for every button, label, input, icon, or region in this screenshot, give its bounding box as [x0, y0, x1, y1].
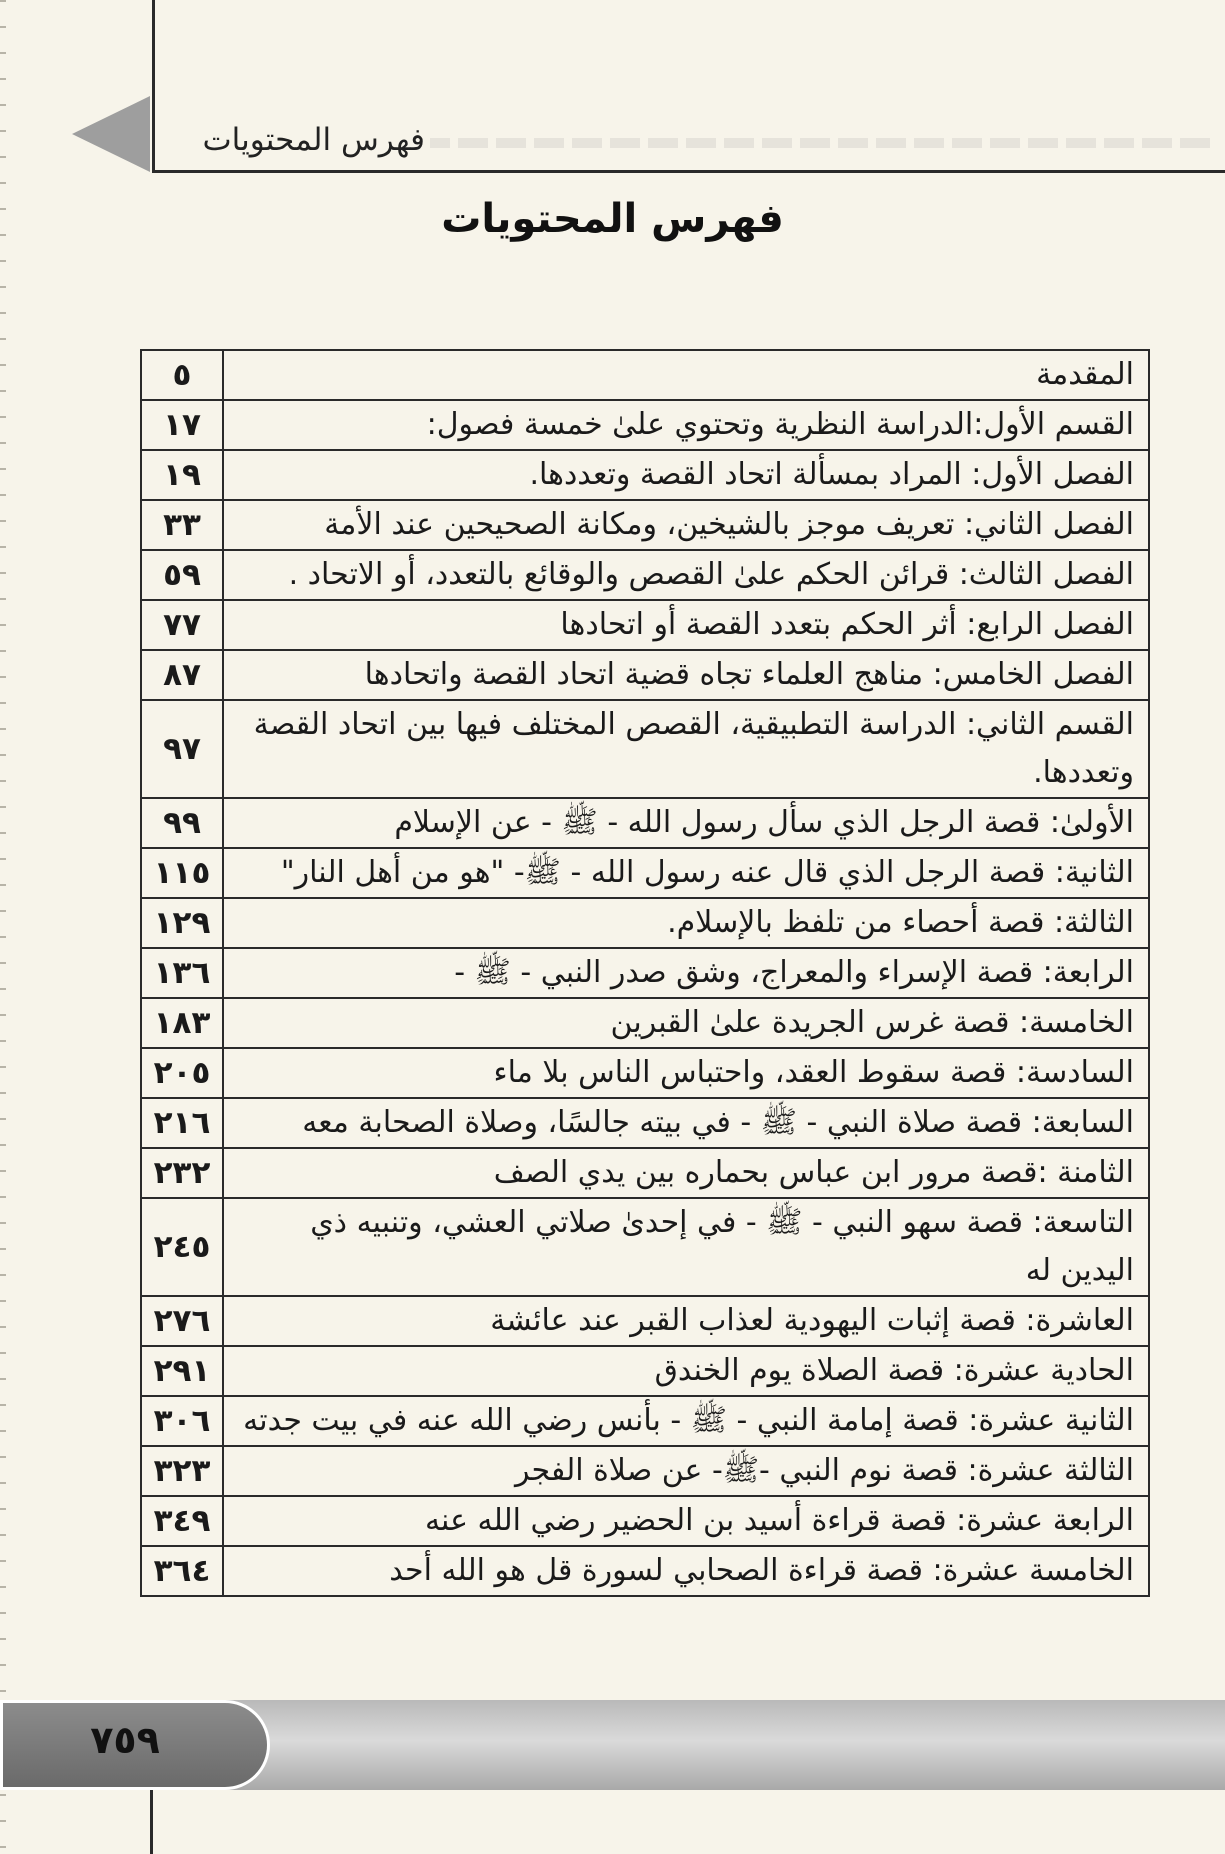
toc-entry-title: الحادية عشرة: قصة الصلاة يوم الخندق [223, 1346, 1149, 1396]
toc-row [141, 948, 1149, 998]
toc-entry-page: ٣٠٦ [141, 1396, 223, 1446]
toc-entry-title: الفصل الثاني: تعريف موجز بالشيخين، ومكانة الصحيحين عند الأمة [223, 500, 1149, 550]
toc-row [141, 1198, 1149, 1296]
toc-entry-page: ١٨٣ [141, 998, 223, 1048]
toc-entry-title: الخامسة عشرة: قصة قراءة الصحابي لسورة قل هو الله أحد [223, 1546, 1149, 1596]
toc-entry-page: ٢٣٢ [141, 1148, 223, 1198]
toc-entry-title: التاسعة: قصة سهو النبي - ﷺ - في إحدىٰ صلاتي العشي، وتنبيه ذي اليدين له [223, 1198, 1149, 1296]
page-number: ٧٥٩ [90, 1718, 160, 1762]
toc-entry-title: الثالثة عشرة: قصة نوم النبي -ﷺ- عن صلاة الفجر [223, 1446, 1149, 1496]
toc-row [141, 550, 1149, 600]
toc-entry-page: ٥٩ [141, 550, 223, 600]
toc-entry-page: ٨٧ [141, 650, 223, 700]
running-head: فهرس المحتويات [202, 122, 425, 158]
toc-entry-title: الرابعة عشرة: قصة قراءة أسيد بن الحضير رضي الله عنه [223, 1496, 1149, 1546]
toc-entry-title: السابعة: قصة صلاة النبي - ﷺ - في بيته جالسًا، وصلاة الصحابة معه [223, 1098, 1149, 1148]
toc-row [141, 798, 1149, 848]
toc-row [141, 1346, 1149, 1396]
show-through-text [430, 138, 1210, 148]
toc-row [141, 450, 1149, 500]
toc-row [141, 848, 1149, 898]
toc-entry-title: الخامسة: قصة غرس الجريدة علىٰ القبرين [223, 998, 1149, 1048]
toc-entry-page: ٧٧ [141, 600, 223, 650]
footer-vertical-rule [150, 1790, 153, 1854]
toc-entry-page: ٩٩ [141, 798, 223, 848]
toc-entry-title: الثالثة: قصة أحصاء من تلفظ بالإسلام. [223, 898, 1149, 948]
header-arrow-marker [72, 96, 150, 172]
toc-row [141, 1098, 1149, 1148]
toc-entry-page: ١٢٩ [141, 898, 223, 948]
toc-row [141, 1496, 1149, 1546]
toc-row [141, 1296, 1149, 1346]
toc-row [141, 700, 1149, 798]
toc-row [141, 998, 1149, 1048]
toc-entry-page: ٣٣ [141, 500, 223, 550]
toc-entry-page: ١١٥ [141, 848, 223, 898]
toc-entry-title: الفصل الثالث: قرائن الحكم علىٰ القصص والوقائع بالتعدد، أو الاتحاد . [223, 550, 1149, 600]
toc-row [141, 1048, 1149, 1098]
header-vertical-rule [152, 0, 155, 172]
toc-entry-title: الفصل الأول: المراد بمسألة اتحاد القصة وتعددها. [223, 450, 1149, 500]
toc-entry-title: القسم الثاني: الدراسة التطبيقية، القصص المختلف فيها بين اتحاد القصة وتعددها. [223, 700, 1149, 798]
toc-entry-page: ٢٧٦ [141, 1296, 223, 1346]
toc-entry-page: ٢٤٥ [141, 1198, 223, 1296]
toc-row [141, 1546, 1149, 1596]
toc-row [141, 500, 1149, 550]
toc-row [141, 1446, 1149, 1496]
toc-entry-title: الفصل الخامس: مناهج العلماء تجاه قضية اتحاد القصة واتحادها [223, 650, 1149, 700]
toc-entry-title: العاشرة: قصة إثبات اليهودية لعذاب القبر عند عائشة [223, 1296, 1149, 1346]
binding-edge [0, 0, 6, 1854]
toc-row [141, 600, 1149, 650]
page-title: فهرس المحتويات [441, 196, 784, 242]
toc-entry-page: ١٧ [141, 400, 223, 450]
toc-entry-title: المقدمة [223, 350, 1149, 400]
toc-entry-page: ٩٧ [141, 700, 223, 798]
toc-entry-page: ٢١٦ [141, 1098, 223, 1148]
toc-entry-title: الرابعة: قصة الإسراء والمعراج، وشق صدر النبي - ﷺ - [223, 948, 1149, 998]
toc-row [141, 1148, 1149, 1198]
toc-table [140, 349, 1150, 1597]
header-horizontal-rule [152, 170, 1225, 173]
toc-row [141, 1396, 1149, 1446]
toc-entry-page: ٢٠٥ [141, 1048, 223, 1098]
toc-entry-title: الثانية عشرة: قصة إمامة النبي - ﷺ - بأنس رضي الله عنه في بيت جدته [223, 1396, 1149, 1446]
toc-entry-title: القسم الأول:الدراسة النظرية وتحتوي علىٰ خمسة فصول: [223, 400, 1149, 450]
toc-row [141, 350, 1149, 400]
toc-row [141, 898, 1149, 948]
toc-entry-title: الفصل الرابع: أثر الحكم بتعدد القصة أو اتحادها [223, 600, 1149, 650]
toc-entry-page: ١٣٦ [141, 948, 223, 998]
footer-band [150, 1700, 1225, 1790]
toc-row [141, 400, 1149, 450]
toc-entry-page: ٣٦٤ [141, 1546, 223, 1596]
toc-entry-title: الثانية: قصة الرجل الذي قال عنه رسول الله - ﷺ- "هو من أهل النار" [223, 848, 1149, 898]
toc-entry-page: ٣٢٣ [141, 1446, 223, 1496]
toc-entry-page: ٣٤٩ [141, 1496, 223, 1546]
toc-entry-page: ٥ [141, 350, 223, 400]
toc-entry-title: الأولىٰ: قصة الرجل الذي سأل رسول الله - ﷺ - عن الإسلام [223, 798, 1149, 848]
toc-entry-title: السادسة: قصة سقوط العقد، واحتباس الناس بلا ماء [223, 1048, 1149, 1098]
toc-row [141, 650, 1149, 700]
toc-entry-title: الثامنة :قصة مرور ابن عباس بحماره بين يدي الصف [223, 1148, 1149, 1198]
toc-entry-page: ١٩ [141, 450, 223, 500]
toc-entry-page: ٢٩١ [141, 1346, 223, 1396]
